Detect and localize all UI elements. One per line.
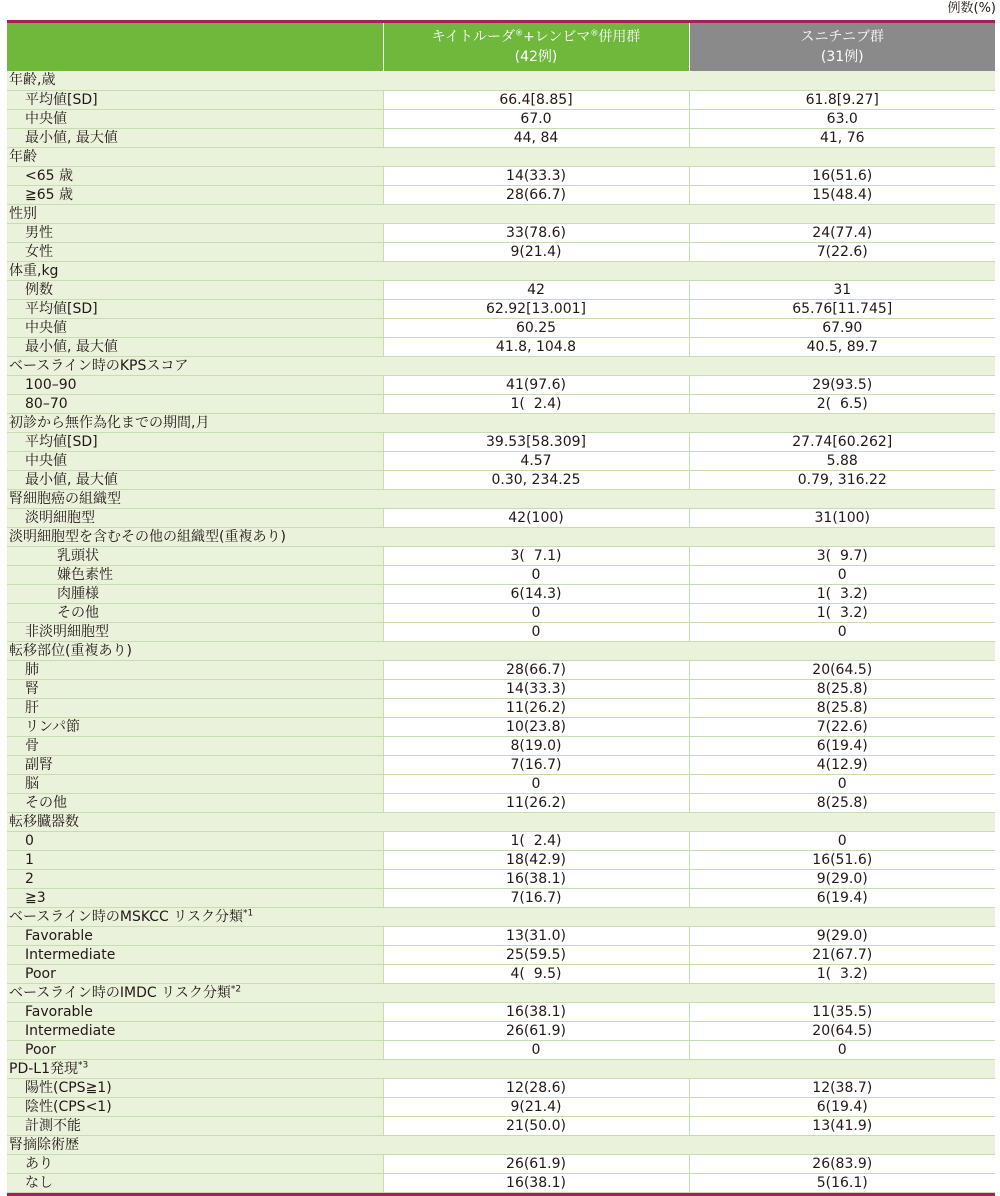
row-label: 陽性(CPS≧1)	[7, 1078, 383, 1097]
group2-value: 20(64.5)	[689, 1021, 995, 1040]
group1-value: 13(31.0)	[383, 926, 689, 945]
table-row	[7, 432, 995, 451]
group2-value: 7(22.6)	[689, 717, 995, 736]
group2-value: 40.5, 89.7	[689, 337, 995, 356]
section-label	[7, 413, 995, 432]
table-row	[7, 166, 995, 185]
group1-value: 28(66.7)	[383, 185, 689, 204]
section-row	[7, 147, 995, 166]
group2-value: 8(25.8)	[689, 679, 995, 698]
section-label-text: 転移部位(重複あり)	[9, 642, 132, 659]
table-row	[7, 964, 995, 983]
section-label-text: 年齢,歳	[9, 72, 56, 89]
row-label: 最小値, 最大値	[7, 128, 383, 147]
section-row	[7, 356, 995, 375]
group2-value: 65.76[11.745]	[689, 299, 995, 318]
group1-value: 42(100)	[383, 508, 689, 527]
row-label: 男性	[7, 223, 383, 242]
table-row	[7, 1173, 995, 1192]
table-row	[7, 337, 995, 356]
table-row	[7, 223, 995, 242]
section-label	[7, 641, 995, 660]
row-label: 例数	[7, 280, 383, 299]
group2-value: 13(41.9)	[689, 1116, 995, 1135]
group1-value: 0	[383, 622, 689, 641]
group1-value: 33(78.6)	[383, 223, 689, 242]
group1-value: 11(26.2)	[383, 793, 689, 812]
row-label: Poor	[7, 964, 383, 983]
group2-value: 31	[689, 280, 995, 299]
row-label: その他	[7, 793, 383, 812]
table-row	[7, 470, 995, 489]
section-row	[7, 983, 995, 1002]
table-row	[7, 850, 995, 869]
group2-value: 6(19.4)	[689, 1097, 995, 1116]
group2-value: 5.88	[689, 451, 995, 470]
table-row	[7, 679, 995, 698]
table-row	[7, 394, 995, 413]
group1-name-c: 併用群	[598, 29, 641, 45]
group2-count: (31例)	[820, 49, 864, 65]
row-label: 100–90	[7, 375, 383, 394]
section-label-text: ベースライン時のIMDC リスク分類	[9, 984, 231, 1001]
group1-value: 60.25	[383, 318, 689, 337]
table-row	[7, 1116, 995, 1135]
section-label	[7, 983, 995, 1002]
section-label	[7, 71, 995, 90]
section-label	[7, 261, 995, 280]
group1-value: 0.30, 234.25	[383, 470, 689, 489]
group1-value: 0	[383, 603, 689, 622]
group1-value: 7(16.7)	[383, 755, 689, 774]
table-row	[7, 831, 995, 850]
table-row	[7, 508, 995, 527]
row-label: 平均値[SD]	[7, 432, 383, 451]
baseline-characteristics-table	[7, 23, 995, 1193]
table-row	[7, 280, 995, 299]
group1-value: 16(38.1)	[383, 1173, 689, 1192]
row-label: ≧65 歳	[7, 185, 383, 204]
section-row	[7, 71, 995, 90]
group2-value: 16(51.6)	[689, 850, 995, 869]
row-label: あり	[7, 1154, 383, 1173]
group1-value: 0	[383, 774, 689, 793]
row-label: 中央値	[7, 318, 383, 337]
section-label	[7, 527, 995, 546]
row-label: その他	[7, 603, 383, 622]
section-label-text: 淡明細胞型を含むその他の組織型(重複あり)	[9, 528, 286, 545]
group1-value: 16(38.1)	[383, 869, 689, 888]
group2-value: 67.90	[689, 318, 995, 337]
table-row	[7, 128, 995, 147]
row-label: 副腎	[7, 755, 383, 774]
row-label: Intermediate	[7, 1021, 383, 1040]
row-label: なし	[7, 1173, 383, 1192]
table-row	[7, 185, 995, 204]
group1-value: 6(14.3)	[383, 584, 689, 603]
section-label	[7, 1059, 995, 1078]
section-label-text: PD-L1発現	[9, 1060, 78, 1077]
row-label: Poor	[7, 1040, 383, 1059]
group2-value: 1( 3.2)	[689, 964, 995, 983]
group1-value: 25(59.5)	[383, 945, 689, 964]
row-label: 肺	[7, 660, 383, 679]
section-label-text: 腎摘除術歴	[9, 1136, 79, 1153]
group1-value: 11(26.2)	[383, 698, 689, 717]
row-label: 肝	[7, 698, 383, 717]
table-row	[7, 717, 995, 736]
group1-name-a: キイトルーダ	[431, 29, 516, 45]
group2-value: 9(29.0)	[689, 926, 995, 945]
group1-value: 7(16.7)	[383, 888, 689, 907]
section-row	[7, 1059, 995, 1078]
group2-value: 1( 3.2)	[689, 603, 995, 622]
row-label: 最小値, 最大値	[7, 337, 383, 356]
table-row	[7, 603, 995, 622]
group2-value: 21(67.7)	[689, 945, 995, 964]
group1-value: 42	[383, 280, 689, 299]
group2-value: 12(38.7)	[689, 1078, 995, 1097]
group1-value: 44, 84	[383, 128, 689, 147]
row-label: 計測不能	[7, 1116, 383, 1135]
section-label-text: 初診から無作為化までの期間,月	[9, 414, 210, 431]
table-row	[7, 242, 995, 261]
table-row	[7, 698, 995, 717]
table-row	[7, 1154, 995, 1173]
section-row	[7, 413, 995, 432]
group1-value: 12(28.6)	[383, 1078, 689, 1097]
group2-value: 5(16.1)	[689, 1173, 995, 1192]
row-label: リンパ節	[7, 717, 383, 736]
group2-value: 63.0	[689, 109, 995, 128]
row-label: 骨	[7, 736, 383, 755]
group2-value: 1( 3.2)	[689, 584, 995, 603]
group1-value: 41(97.6)	[383, 375, 689, 394]
section-row	[7, 812, 995, 831]
row-label: Intermediate	[7, 945, 383, 964]
table-row	[7, 945, 995, 964]
group2-value: 11(35.5)	[689, 1002, 995, 1021]
table-row	[7, 318, 995, 337]
group2-value: 2( 6.5)	[689, 394, 995, 413]
table-row	[7, 774, 995, 793]
group1-value: 3( 7.1)	[383, 546, 689, 565]
group2-value: 0	[689, 565, 995, 584]
row-label: 80–70	[7, 394, 383, 413]
table-row	[7, 1078, 995, 1097]
table-row	[7, 299, 995, 318]
table-row	[7, 926, 995, 945]
section-label	[7, 1135, 995, 1154]
table-row	[7, 451, 995, 470]
header-blank-cell	[7, 23, 383, 71]
group1-value: 1( 2.4)	[383, 831, 689, 850]
table-row	[7, 90, 995, 109]
row-label: 腎	[7, 679, 383, 698]
table-row	[7, 565, 995, 584]
section-row	[7, 907, 995, 926]
table-row	[7, 888, 995, 907]
group2-value: 41, 76	[689, 128, 995, 147]
section-label	[7, 147, 995, 166]
section-label-text: 腎細胞癌の組織型	[9, 490, 121, 507]
header-row	[7, 23, 995, 71]
group2-value: 24(77.4)	[689, 223, 995, 242]
footnote-marker: *1	[242, 907, 254, 918]
table-row	[7, 869, 995, 888]
table-row	[7, 793, 995, 812]
group2-value: 27.74[60.262]	[689, 432, 995, 451]
header-group1	[383, 23, 689, 71]
group2-value: 3( 9.7)	[689, 546, 995, 565]
footnote-marker: *3	[77, 1059, 89, 1070]
subsection-row	[7, 527, 995, 546]
group1-value: 39.53[58.309]	[383, 432, 689, 451]
group1-value: 4.57	[383, 451, 689, 470]
group2-value: 4(12.9)	[689, 755, 995, 774]
section-row	[7, 489, 995, 508]
group2-name: スニチニブ群	[800, 29, 884, 45]
group2-value: 16(51.6)	[689, 166, 995, 185]
group1-value: 28(66.7)	[383, 660, 689, 679]
group1-value: 21(50.0)	[383, 1116, 689, 1135]
group1-value: 4( 9.5)	[383, 964, 689, 983]
row-label: 肉腫様	[7, 584, 383, 603]
row-label: <65 歳	[7, 166, 383, 185]
group1-value: 62.92[13.001]	[383, 299, 689, 318]
table-row	[7, 375, 995, 394]
section-label	[7, 907, 995, 926]
table-row	[7, 1040, 995, 1059]
section-label-text: 体重,kg	[9, 262, 59, 279]
row-label: 1	[7, 850, 383, 869]
group2-value: 29(93.5)	[689, 375, 995, 394]
table-row	[7, 546, 995, 565]
group1-value: 26(61.9)	[383, 1154, 689, 1173]
group1-value: 10(23.8)	[383, 717, 689, 736]
group2-value: 26(83.9)	[689, 1154, 995, 1173]
group2-value: 31(100)	[689, 508, 995, 527]
table-row	[7, 1097, 995, 1116]
table-row	[7, 1021, 995, 1040]
row-label: 女性	[7, 242, 383, 261]
bottom-rule	[7, 1193, 995, 1196]
group1-name-b: +レンビマ	[523, 29, 591, 45]
header-group2	[689, 23, 995, 71]
section-label-text: 転移臓器数	[9, 813, 79, 830]
section-label-text: ベースライン時のMSKCC リスク分類	[9, 908, 243, 925]
section-label-text: 年齢	[9, 148, 37, 165]
group1-value: 41.8, 104.8	[383, 337, 689, 356]
registered-mark: ®	[590, 28, 599, 38]
group1-value: 0	[383, 1040, 689, 1059]
unit-label: 例数(%)	[947, 1, 996, 16]
group1-value: 9(21.4)	[383, 242, 689, 261]
row-label: Favorable	[7, 926, 383, 945]
section-label-text: 性別	[9, 205, 37, 222]
group2-value: 20(64.5)	[689, 660, 995, 679]
group1-value: 66.4[8.85]	[383, 90, 689, 109]
footnote-marker: *2	[230, 983, 242, 994]
row-label: 中央値	[7, 451, 383, 470]
group2-value: 0	[689, 774, 995, 793]
group1-value: 14(33.3)	[383, 679, 689, 698]
group2-value: 0	[689, 1040, 995, 1059]
section-row	[7, 204, 995, 223]
group2-value: 0	[689, 622, 995, 641]
group2-value: 15(48.4)	[689, 185, 995, 204]
section-label	[7, 489, 995, 508]
group1-value: 8(19.0)	[383, 736, 689, 755]
group1-value: 26(61.9)	[383, 1021, 689, 1040]
group1-value: 14(33.3)	[383, 166, 689, 185]
group2-value: 6(19.4)	[689, 736, 995, 755]
row-label: 平均値[SD]	[7, 90, 383, 109]
row-label: Favorable	[7, 1002, 383, 1021]
row-label: 非淡明細胞型	[7, 622, 383, 641]
section-row	[7, 1135, 995, 1154]
table-row	[7, 660, 995, 679]
table-row	[7, 622, 995, 641]
row-label: 脳	[7, 774, 383, 793]
group2-value: 0	[689, 831, 995, 850]
row-label: ≧3	[7, 888, 383, 907]
group1-count: (42例)	[514, 49, 558, 65]
row-label: 中央値	[7, 109, 383, 128]
row-label: 2	[7, 869, 383, 888]
section-row	[7, 641, 995, 660]
group1-value: 1( 2.4)	[383, 394, 689, 413]
row-label: 平均値[SD]	[7, 299, 383, 318]
row-label: 最小値, 最大値	[7, 470, 383, 489]
group2-value: 6(19.4)	[689, 888, 995, 907]
row-label: 陰性(CPS<1)	[7, 1097, 383, 1116]
group1-value: 0	[383, 565, 689, 584]
group2-value: 9(29.0)	[689, 869, 995, 888]
section-label	[7, 356, 995, 375]
row-label: 乳頭状	[7, 546, 383, 565]
row-label: 嫌色素性	[7, 565, 383, 584]
section-label	[7, 204, 995, 223]
table-row	[7, 736, 995, 755]
group2-value: 8(25.8)	[689, 793, 995, 812]
baseline-table-container	[7, 20, 995, 1196]
group2-value: 8(25.8)	[689, 698, 995, 717]
table-row	[7, 584, 995, 603]
registered-mark: ®	[515, 28, 524, 38]
group2-value: 0.79, 316.22	[689, 470, 995, 489]
section-label-text: ベースライン時のKPSスコア	[9, 357, 189, 374]
row-label: 淡明細胞型	[7, 508, 383, 527]
table-row	[7, 1002, 995, 1021]
section-row	[7, 261, 995, 280]
table-body	[7, 71, 995, 1192]
table-row	[7, 109, 995, 128]
table-row	[7, 755, 995, 774]
row-label: 0	[7, 831, 383, 850]
group1-value: 67.0	[383, 109, 689, 128]
group2-value: 61.8[9.27]	[689, 90, 995, 109]
group1-value: 16(38.1)	[383, 1002, 689, 1021]
section-label	[7, 812, 995, 831]
group2-value: 7(22.6)	[689, 242, 995, 261]
group1-value: 9(21.4)	[383, 1097, 689, 1116]
group1-value: 18(42.9)	[383, 850, 689, 869]
